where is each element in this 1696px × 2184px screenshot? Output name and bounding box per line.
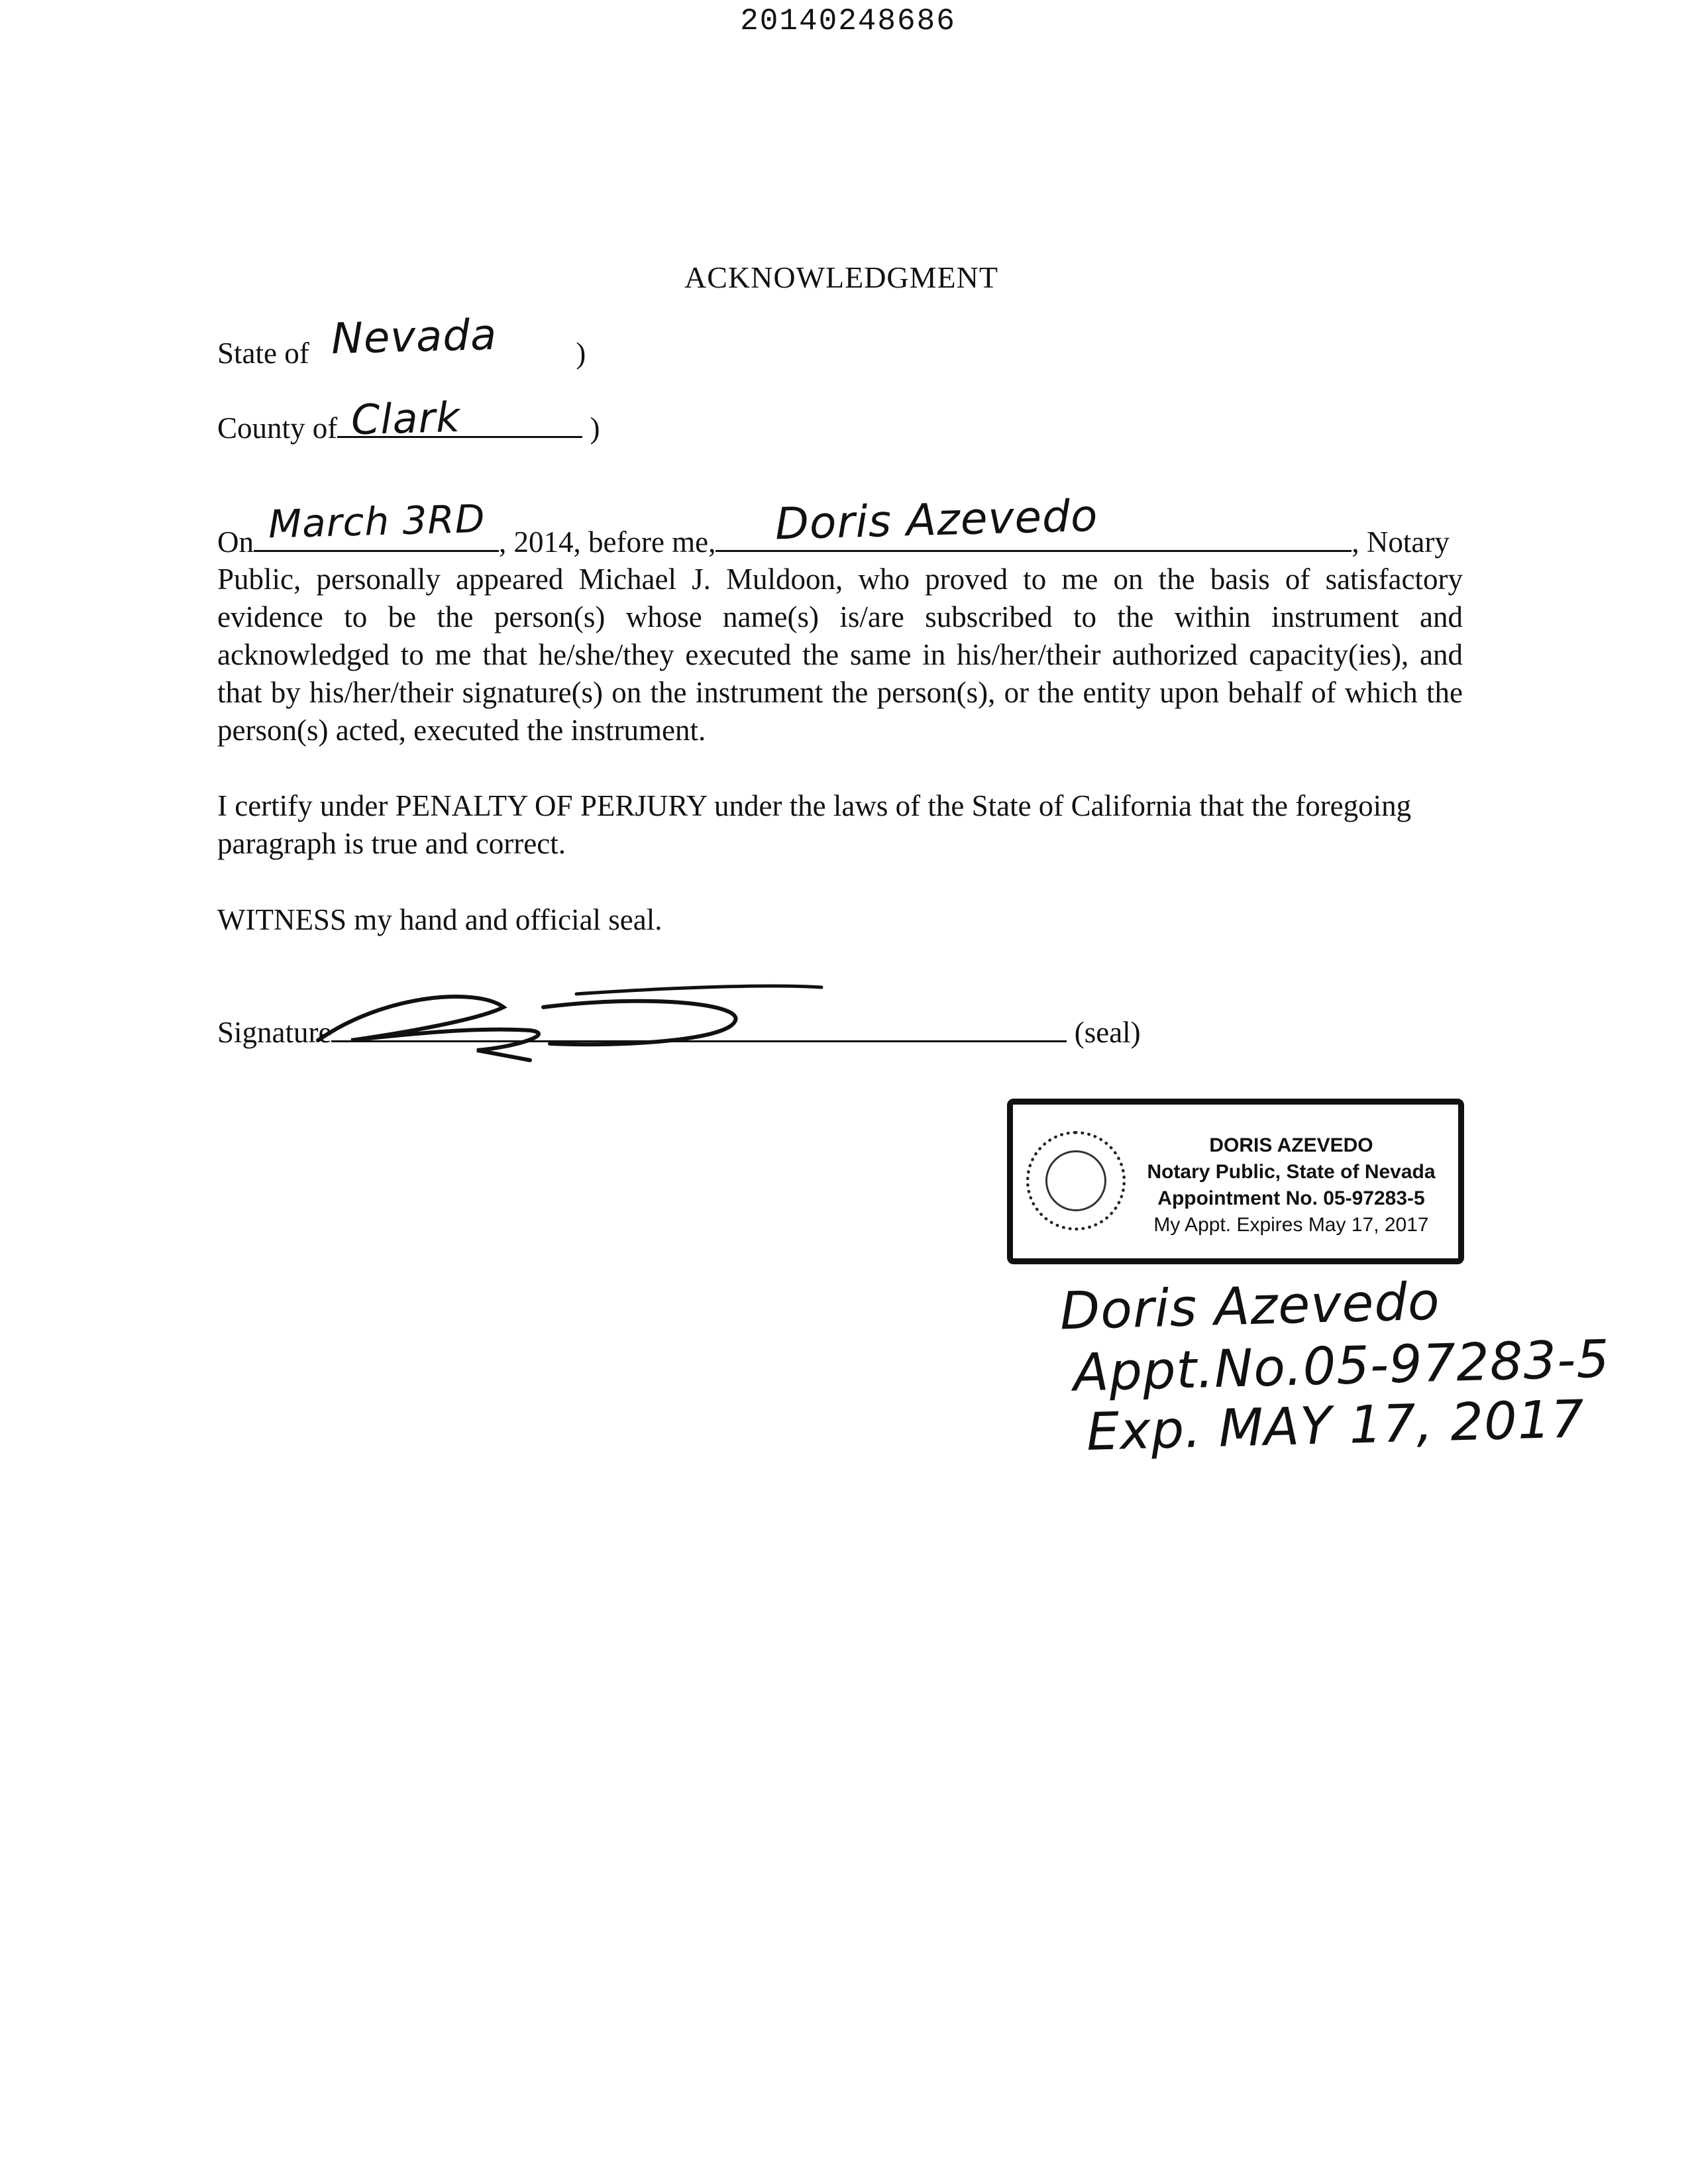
county-handwritten-value: Clark (350, 392, 461, 445)
witness-line: WITNESS my hand and official seal. (217, 903, 662, 936)
acknowledgment-paragraph: Public, personally appeared Michael J. Muldoon, who proved to me on the basis of satisfactory evidence to be the person(s) whose name(s) is/are subscribed to the within instrument and acknowledged to me that he/she/they executed the same in his/her/their authorized capacity(ies), and that by his/her/their signature(s) on the instrument the person(s), or the entity upon behalf of which the person(s) acted, executed the instrument. (217, 563, 1463, 747)
handwritten-note-line1: Doris Azevedo (1059, 1272, 1441, 1342)
year-text: , 2014, before me, (499, 525, 716, 559)
document-title: ACKNOWLEDGMENT (684, 260, 998, 294)
seal-label: (seal) (1074, 1016, 1141, 1049)
stamp-name: DORIS AZEVEDO (1209, 1134, 1373, 1156)
certify-paragraph: I certify under PENALTY OF PERJURY under the laws of the State of California that the foregoing paragraph is true and correct. (217, 789, 1412, 860)
handwritten-note-line2: Appt.No.05-97283-5 (1072, 1329, 1611, 1403)
state-seal-icon (1026, 1131, 1126, 1230)
state-close-paren: ) (576, 337, 586, 370)
stamp-expires: My Appt. Expires May 17, 2017 (1153, 1214, 1429, 1236)
state-label: State of (217, 337, 309, 370)
notary-text: , Notary (1352, 525, 1450, 559)
notary-name-handwritten-value: Doris Azevedo (774, 490, 1099, 550)
state-handwritten-value: Nevada (331, 310, 498, 364)
signature-label: Signature (217, 1016, 332, 1049)
county-label: County of (217, 411, 338, 445)
stamp-appointment: Appointment No. 05-97283-5 (1157, 1187, 1425, 1209)
stamp-title: Notary Public, State of Nevada (1147, 1161, 1436, 1183)
county-close-paren: ) (590, 411, 600, 445)
signature-line (217, 1014, 1141, 1051)
signature-blank (331, 1014, 1067, 1042)
on-label: On (217, 525, 254, 559)
stamp-text (1119, 1132, 1463, 1238)
date-handwritten-value: March 3RD (268, 496, 486, 547)
document-number: 20140248686 (740, 4, 956, 38)
notary-stamp (1007, 1099, 1464, 1264)
handwritten-note-line3: Exp. MAY 17, 2017 (1085, 1390, 1586, 1462)
